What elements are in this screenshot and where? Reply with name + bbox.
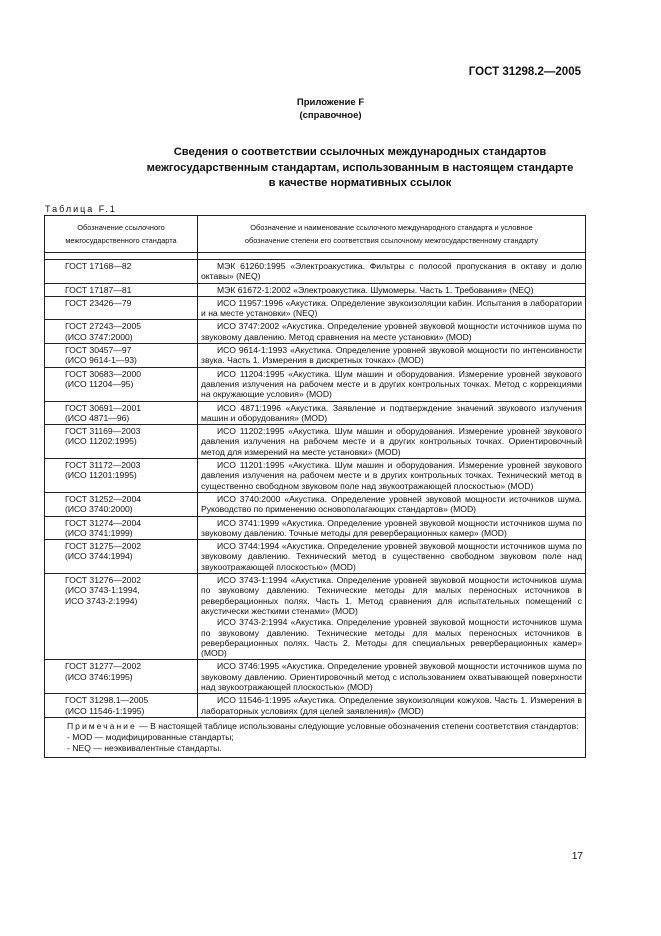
note-item: - MOD — модифицированные стандарты; <box>67 731 234 742</box>
reference-standard-text: ИСО 11201:1995 «Акустика. Шум машин и оборудования. Измерение уровней звукового давления излучения на рабочем месте и в других контрольных точках. Технический метод в существенно свободном звуковом поле над звукоотражающей плоскостью» (MOD) <box>201 460 582 491</box>
reference-standard-text: ИСО 3744:1994 «Акустика. Определение уровней звуковой мощности источников шума по звуковому давлению. Технический метод в существенно свободном звуковом поле над звукоотражающей плоскостью» (MOD) <box>201 541 582 572</box>
table-header-row <box>45 216 586 253</box>
reference-standard-text: ИСО 3746:1995 «Акустика. Определение уровней звуковой мощности источников шума по звуковому давлению. Ориентировочный метод с использованием охватывающей поверхности над звукоотражающей плоскостью» (MOD) <box>201 661 582 692</box>
reference-standard-text: ИСО 9614-1:1993 «Акустика. Определение уровней звуковой мощности по интенсивности звука. Часть 1. Измерения в дискретных точках» (MOD) <box>201 345 582 366</box>
reference-standard-text: ИСО 11957:1996 «Акустика. Определение звукоизоляции кабин. Испытания в лаборатории и на месте установки» (NEQ) <box>201 297 582 319</box>
appendix-type: (справочное) <box>299 110 362 121</box>
note-cell <box>45 717 586 757</box>
table-row <box>45 401 586 425</box>
gost-designation-cell <box>45 260 198 284</box>
gost-designation: (ИСО 3747:2000) <box>65 331 133 342</box>
gost-designation-cell <box>45 660 198 694</box>
appendix-label: Приложение F <box>296 97 365 108</box>
gost-designation-cell <box>45 492 198 516</box>
column-header-line: Обозначение и наименование ссылочного международного стандарта и условное <box>250 223 533 232</box>
header-gap-row <box>45 253 586 260</box>
gost-designation-cell <box>45 516 198 540</box>
document-code: ГОСТ 31298.2—2005 <box>468 66 581 78</box>
gost-designation: ГОСТ 30457—97 <box>65 345 132 356</box>
reference-standard-cell <box>198 540 586 574</box>
gost-designation-cell <box>45 367 198 401</box>
gost-designation: ГОСТ 31274—2004 <box>65 517 142 528</box>
note-body: — В настоящей таблице использованы следующие условные обозначения степени соответствия стандартов: <box>139 720 579 731</box>
gost-designation: ГОСТ 31277—2002 <box>65 661 142 672</box>
reference-standard-text: ИСО 4871:1996 «Акустика. Заявление и подтверждение значений звукового излучения машин и оборудования» (MOD) <box>201 402 582 423</box>
gost-designation: (ИСО 3741:1999) <box>65 527 133 538</box>
gost-designation-cell <box>45 283 198 296</box>
gost-designation-cell <box>45 694 198 718</box>
reference-standard-cell <box>198 320 586 344</box>
reference-standard-cell <box>198 660 586 694</box>
title-line: межгосударственным стандартам, использованным в настоящем стандарте <box>146 161 574 174</box>
gost-designation-cell <box>45 401 198 425</box>
reference-standard-text: ИСО 3740:2000 «Акустика. Определение уровней звуковой мощности источников шума. Руководство по применению основополагающих стандартов» (MOD) <box>201 493 582 515</box>
reference-standard-text: ИСО 3747:2002 «Акустика. Определение уровней звуковой мощности источников шума по звуковому давлению. Метод сравнения на месте установки» (MOD) <box>201 321 582 342</box>
note-row <box>45 717 586 757</box>
reference-standard-text: ИСО 11204:1995 «Акустика. Шум машин и оборудования. Измерение уровней звукового давления излучения на рабочем месте и в других контрольных точках. Метод с коррекциями на окружающие условия» (MOD) <box>201 368 582 400</box>
reference-standard-cell <box>198 574 586 660</box>
reference-standard-cell <box>198 492 586 516</box>
table-row <box>45 320 586 344</box>
gost-designation-cell <box>45 574 198 660</box>
gost-designation: ГОСТ 17187—81 <box>65 284 132 295</box>
gost-designation: (ИСО 11204—95) <box>65 378 134 389</box>
column-header-line: межгосударственного стандарта <box>65 236 177 245</box>
column-header-reference <box>198 216 586 253</box>
gost-designation: (ИСО 3740:2000) <box>65 504 133 515</box>
gost-designation: (ИСО 3744:1994) <box>65 551 133 562</box>
gost-designation: ГОСТ 31298.1—2005 <box>65 695 149 706</box>
table-row <box>45 283 586 296</box>
gost-designation-cell <box>45 425 198 459</box>
reference-standard-cell <box>198 367 586 401</box>
table-row <box>45 260 586 284</box>
correspondence-table <box>44 215 586 758</box>
column-header-line: обозначение степени его соответствия ссылочному межгосударственному стандарту <box>244 236 539 245</box>
table-row <box>45 459 586 493</box>
appendix-title <box>60 145 660 192</box>
table-row <box>45 516 586 540</box>
gost-designation: (ИСО 11202:1995) <box>65 436 137 447</box>
reference-standard-text: ИСО 3743-2:1994 «Акустика. Определение уровней звуковой мощности источников шума по звуковому давлению. Технические методы для малых переносных источников в реверберационных полях. Часть 2. Методы для специальных реверберационных камер» (MOD) <box>201 617 582 659</box>
reference-standard-cell <box>198 283 586 296</box>
page-number: 17 <box>571 851 583 862</box>
note-label: Примечание <box>67 720 137 731</box>
reference-standard-cell <box>198 296 586 320</box>
gost-designation-cell <box>45 344 198 368</box>
gost-designation: (ИСО 3743-1:1994, <box>65 585 140 596</box>
reference-standard-text: МЭК 61672-1:2002 «Электроакустика. Шумомеры. Часть 1. Требования» (NEQ) <box>217 284 534 295</box>
reference-standard-text: ИСО 3741:1999 «Акустика. Определение уровней звуковой мощности источников шума по звуковому давлению. Точные методы для реверберационных камер» (MOD) <box>201 517 582 538</box>
gost-designation: (ИСО 9614-1—93) <box>65 355 137 366</box>
note-text <box>51 721 579 732</box>
column-header-gost <box>45 216 198 253</box>
reference-standard-text: ИСО 11202:1995 «Акустика. Шум машин и оборудования. Измерение уровней звукового давления излучения на рабочем месте и в других контрольных точках. Ориентировочный метод для измерений на месте установки» (MOD) <box>201 426 582 457</box>
reference-standard-cell <box>198 260 586 284</box>
title-line: в качестве нормативных ссылок <box>268 177 452 189</box>
table-row <box>45 296 586 320</box>
gost-designation: ИСО 3743-2:1994) <box>65 595 138 606</box>
title-line: Сведения о соответствии ссылочных международных стандартов <box>173 146 547 158</box>
reference-standard-text: ИСО 11546-1:1995 «Акустика. Определение звукоизоляции кожухов. Часть 1. Измерения в лабораторных условиях (для целей заявления)» (MOD) <box>201 695 582 716</box>
reference-standard-cell <box>198 516 586 540</box>
appendix-heading <box>0 96 661 122</box>
gost-designation: ГОСТ 31169—2003 <box>65 426 141 437</box>
table-body <box>45 260 586 718</box>
gost-designation: ГОСТ 27243—2005 <box>65 321 142 332</box>
gost-designation: (ИСО 4871—96) <box>65 412 130 423</box>
gost-designation: (ИСО 11546-1:1995) <box>65 705 145 716</box>
gost-designation: ГОСТ 30691—2001 <box>65 402 142 413</box>
gost-designation: ГОСТ 23426—79 <box>65 297 132 308</box>
table-label: Таблица F.1 <box>45 204 117 214</box>
gost-designation: ГОСТ 31172—2003 <box>65 460 141 471</box>
table-row <box>45 367 586 401</box>
reference-standard-cell <box>198 425 586 459</box>
gost-designation: ГОСТ 31252—2004 <box>65 493 142 504</box>
reference-standard-text: МЭК 61260:1995 «Электроакустика. Фильтры с полосой пропускания в октаву и долю октавы» (NEQ) <box>201 261 582 282</box>
table-row <box>45 540 586 574</box>
table-row <box>45 425 586 459</box>
reference-standard-cell <box>198 694 586 718</box>
table-row <box>45 660 586 694</box>
column-header-line: Обозначение ссылочного <box>77 223 165 232</box>
gost-designation-cell <box>45 320 198 344</box>
gost-designation: (ИСО 3746:1995) <box>65 671 133 682</box>
gost-designation: ГОСТ 31275—2002 <box>65 541 142 552</box>
note-item: - NEQ — неэквивалентные стандарты. <box>67 742 222 753</box>
gost-designation-cell <box>45 459 198 493</box>
reference-standard-text: ИСО 3743-1:1994 «Акустика. Определение уровней звуковой мощности источников шума по звуковому давлению. Технические методы для малых переносных источников в реверберационных полях. Часть 1. Метод сравнения для испытательных помещений с акустически жесткими стенами» (MOD) <box>201 575 582 616</box>
gost-designation: (ИСО 11201:1995) <box>65 470 137 481</box>
gost-designation: ГОСТ 31276—2002 <box>65 575 142 586</box>
gost-designation-cell <box>45 296 198 320</box>
reference-standard-cell <box>198 344 586 368</box>
table-row <box>45 492 586 516</box>
table-row <box>45 694 586 718</box>
gost-designation: ГОСТ 30683—2000 <box>65 368 142 379</box>
reference-standard-cell <box>198 401 586 425</box>
reference-standard-cell <box>198 459 586 493</box>
table-row <box>45 574 586 660</box>
gost-designation: ГОСТ 17168—82 <box>65 261 132 271</box>
gost-designation-cell <box>45 540 198 574</box>
table-row <box>45 344 586 368</box>
